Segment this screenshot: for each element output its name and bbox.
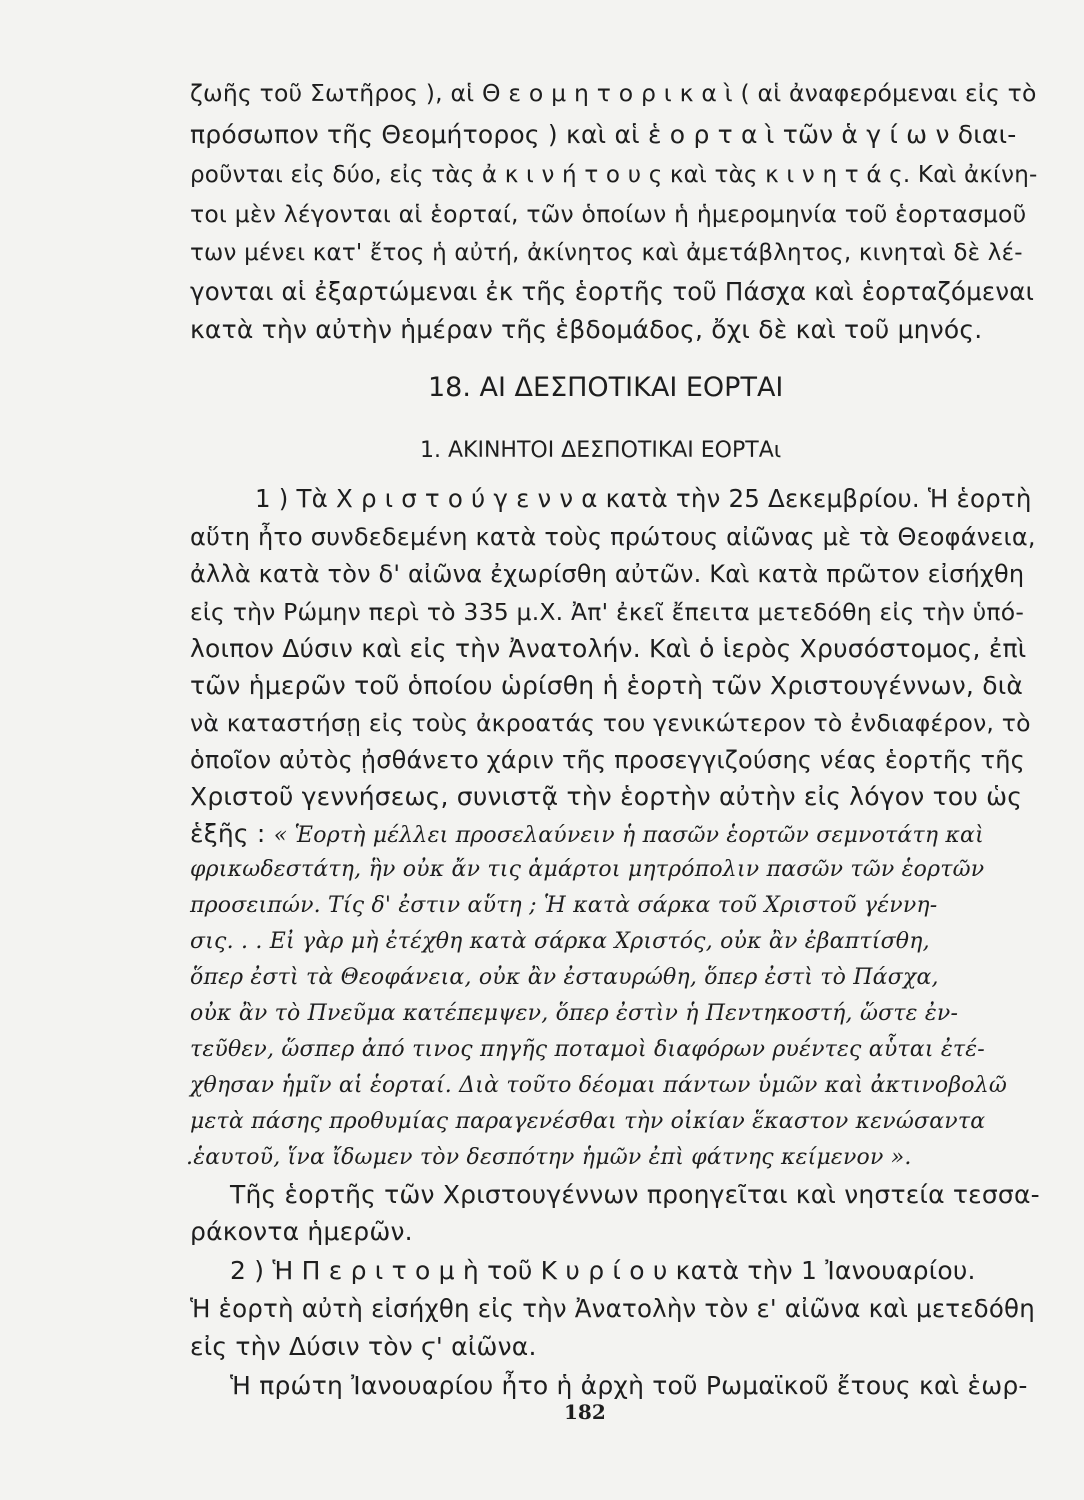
quote-lead: ἑξῆς : (190, 819, 266, 848)
quote-line: .ἑαυτοῦ, ἵνα ἴδωμεν τὸν δεσπότην ἡμῶν ἐπὶ φάτνης κείμενον ». (186, 1145, 912, 1170)
text-line: ροῦνται εἰς δύο, εἰς τὰς ἀ κ ι ν ή τ ο υ ς καὶ τὰς κ ι ν η τ ά ς. Καὶ ἀκίνη- (190, 162, 1038, 188)
text-line: αὕτη ἦτο συνδεδεμένη κατὰ τοὺς πρώτους αἰῶνας μὲ τὰ Θεοφάνεια, (190, 523, 1036, 551)
text-line: Χριστοῦ γεννήσεως, συνιστᾷ τὴν ἑορτὴν αὐτὴν εἰς λόγον του ὡς (190, 782, 1023, 811)
page-number: 182 (564, 1400, 606, 1424)
quote-line: μετὰ πάσης προθυμίας παραγενέσθαι τὴν οἰκίαν ἕκαστον κενώσαντα (190, 1109, 986, 1134)
text-line: ἀλλὰ κατὰ τὸν δ' αἰῶνα ἐχωρίσθη αὐτῶν. Καὶ κατὰ πρῶτον εἰσήχθη (190, 560, 1025, 588)
text-line: κατὰ τὴν αὐτὴν ἡμέραν τῆς ἑβδομάδος, ὄχι δὲ καὶ τοῦ μηνός. (190, 315, 983, 344)
text-line: εἰς τὴν Δύσιν τὸν ϛ' αἰῶνα. (190, 1332, 537, 1361)
text-line: Ἡ πρώτη Ἰανουαρίου ἦτο ἡ ἀρχὴ τοῦ Ρωμαϊκοῦ ἔτους καὶ ἑωρ- (230, 1371, 1028, 1400)
text-line: 1 ) Τὰ Χ ρ ι σ τ ο ύ γ ε ν ν α κατὰ τὴν 25 Δεκεμβρίου. Ἡ ἑορτὴ (255, 484, 1032, 513)
quote-line: σις. . . Εἰ γὰρ μὴ ἐτέχθη κατὰ σάρκα Χριστός, οὐκ ἂν ἐβαπτίσθη, (190, 929, 930, 954)
text-line: Τῆς ἑορτῆς τῶν Χριστουγέννων προηγεῖται καὶ νηστεία τεσσα- (230, 1180, 1040, 1209)
quote-line: ὅπερ ἐστὶ τὰ Θεοφάνεια, οὐκ ἂν ἐσταυρώθη, ὅπερ ἐστὶ τὸ Πάσχα, (190, 965, 939, 990)
quote-text: « Ἑορτὴ μέλλει προσελαύνειν ἡ πασῶν ἑορτῶν σεμνοτάτη καὶ (273, 823, 984, 848)
quote-line: χθησαν ἡμῖν αἱ ἑορταί. Διὰ τοῦτο δέομαι πάντων ὑμῶν καὶ ἀκτινοβολῶ (190, 1073, 1007, 1098)
text-line: Ἡ ἑορτὴ αὐτὴ εἰσήχθη εἰς τὴν Ἀνατολὴν τὸν ε' αἰῶνα καὶ μετεδόθη (190, 1294, 1035, 1323)
quote-line: τεῦθεν, ὥσπερ ἀπό τινος πηγῆς ποταμοὶ διαφόρων ρυέντες αὗται ἐτέ- (190, 1037, 985, 1062)
text-line: 2 ) Ἡ Π ε ρ ι τ ο μ ὴ τοῦ Κ υ ρ ί ο υ κατὰ τὴν 1 Ἰανουαρίου. (230, 1256, 976, 1285)
quote-line: φρικωδεστάτη, ἣν οὐκ ἄν τις ἁμάρτοι μητρόπολιν πασῶν τῶν ἑορτῶν (190, 857, 985, 882)
text-line: τοι μὲν λέγονται αἱ ἑορταί, τῶν ὁποίων ἡ ἡμερομηνία τοῦ ἑορτασμοῦ (190, 200, 1027, 228)
subsection-title: 1. ΑΚΙΝΗΤΟΙ ΔΕΣΠΟΤΙΚΑΙ ΕΟΡΤΑι (420, 438, 782, 463)
text-line: ράκοντα ἡμερῶν. (190, 1217, 413, 1246)
text-line: πρόσωπον τῆς Θεομήτορος ) καὶ αἱ ἑ ο ρ τ α ὶ τῶν ἁ γ ί ω ν διαι- (190, 120, 1017, 149)
quote-line: οὐκ ἂν τὸ Πνεῦμα κατέπεμψεν, ὅπερ ἐστὶν ἡ Πεντηκοστή, ὥστε ἐν- (190, 1001, 959, 1026)
quote-line (190, 817, 1040, 853)
text-line: των μένει κατ' ἔτος ἡ αὐτή, ἀκίνητος καὶ ἀμετάβλητος, κινηταὶ δὲ λέ- (190, 240, 1023, 266)
quote-line: προσειπών. Τίς δ' ἐστιν αὕτη ; Ἡ κατὰ σάρκα τοῦ Χριστοῦ γέννη- (190, 893, 938, 918)
text-line: γονται αἱ ἐξαρτώμεναι ἐκ τῆς ἑορτῆς τοῦ Πάσχα καὶ ἑορταζόμεναι (190, 277, 1035, 306)
text-line: νὰ καταστήσῃ εἰς τοὺς ἀκροατάς του γενικώτερον τὸ ἐνδιαφέρον, τὸ (190, 709, 1031, 737)
text-line: λοιπον Δύσιν καὶ εἰς τὴν Ἀνατολήν. Καὶ ὁ ἱερὸς Χρυσόστομος, ἐπὶ (190, 634, 1027, 663)
text-line: ζωῆς τοῦ Σωτῆρος ), αἱ Θ ε ο μ η τ ο ρ ι κ α ὶ ( αἱ ἀναφερόμεναι εἰς τὸ (190, 79, 1037, 107)
section-title: 18. ΑΙ ΔΕΣΠΟΤΙΚΑΙ ΕΟΡΤΑΙ (428, 372, 784, 403)
text-line: εἰς τὴν Ρώμην περὶ τὸ 335 μ.Χ. Ἀπ' ἐκεῖ ἔπειτα μετεδόθη εἰς τὴν ὑπό- (190, 598, 1025, 626)
text-line: ὁποῖον αὐτὸς ᾐσθάνετο χάριν τῆς προσεγγιζούσης νέας ἑορτῆς τῆς (190, 746, 1025, 774)
text-line: τῶν ἡμερῶν τοῦ ὁποίου ὡρίσθη ἡ ἑορτὴ τῶν Χριστουγέννων, διὰ (190, 671, 1024, 700)
